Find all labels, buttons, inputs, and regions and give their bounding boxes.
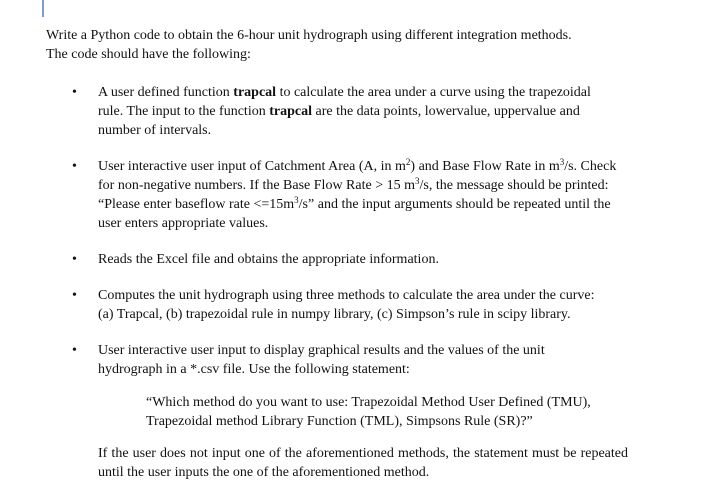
list-item-text: User interactive user input to display graphical results and the values of the unit hydrograph in a *.csv file. Use the following statement: [98,343,545,377]
bullet-icon: • [72,85,77,100]
intro-line-1: Write a Python code to obtain the 6-hour unit hydrograph using different integration methods. [46,28,572,43]
requirements-list [46,83,666,482]
bullet-icon: • [72,159,77,174]
list-item-display [46,341,666,482]
list-item-text: A user defined function trapcal to calculate the area under a curve using the trapezoidal rule. The input to the function trapcal are the data points, lowervalue, uppervalue and number of intervals. [98,85,591,138]
bullet-icon: • [72,288,77,303]
document-body [46,26,666,482]
bullet-icon: • [72,343,77,358]
list-item-user-input [46,157,666,233]
intro-paragraph [46,26,666,64]
trapcal-term: trapcal [233,85,277,100]
intro-line-2: The code should have the following: [46,47,251,62]
list-item-compute [46,286,666,324]
list-item-read-excel [46,250,666,269]
text-cursor-marker [42,0,44,17]
bullet-icon: • [72,252,77,267]
list-item-text: Reads the Excel file and obtains the appropriate information. [98,252,439,267]
method-prompt-quote: “Which method do you want to use: Trapezoidal Method User Defined (TMU), Trapezoidal method Library Function (TML), Simpsons Rule (SR)?” [146,395,591,429]
list-item-text: Computes the unit hydrograph using three methods to calculate the area under the curve: (a) Trapcal, (b) trapezoidal rule in numpy library, (c) Simpson’s rule in scipy library. [98,288,595,322]
trapcal-term: trapcal [269,104,312,119]
list-item-trapcal [46,83,666,140]
list-item-text: User interactive user input of Catchment Area (A, in $m^2$) and Base Flow Rate in $m^3/s$. Check for non-negative numbers. If the Base Flow Rate > 15 $m^3/s$, the message should be printed: “Please enter baseflow rate $<=15m^3/s$” and the input arguments should be repeated until the user enters appropriate values. [98,157,617,231]
repeat-instruction: If the user does not input one of the aforementioned methods, the statement must be repeated until the user inputs the one of the aforementioned method. [98,446,628,480]
